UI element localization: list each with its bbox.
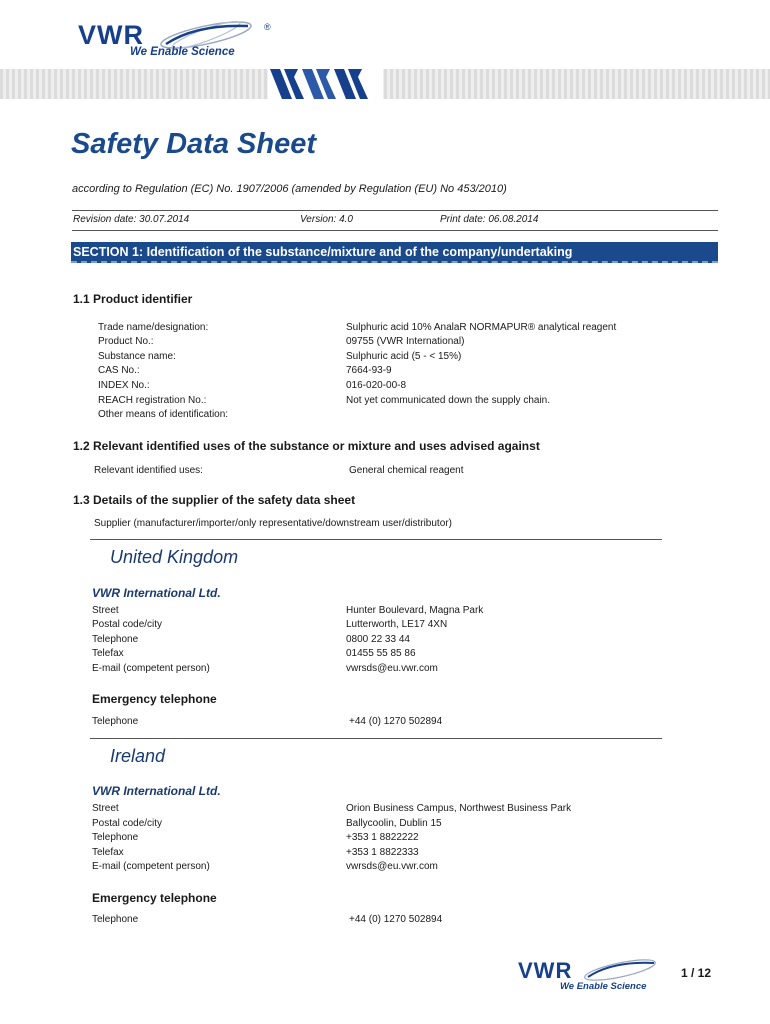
row-value: 09755 (VWR International) <box>346 336 465 347</box>
row-label: Substance name: <box>98 351 176 362</box>
row-value: 016-020-00-8 <box>346 380 407 391</box>
row-value: Lutterworth, LE17 4XN <box>346 619 448 630</box>
country-ireland: Ireland <box>110 746 166 766</box>
row-label: Other means of identification: <box>98 409 229 420</box>
divider <box>72 230 718 231</box>
emergency-label: Telephone <box>92 914 139 925</box>
row-value: Sulphuric acid (5 - < 15%) <box>346 351 462 362</box>
row-label: E-mail (competent person) <box>92 861 210 872</box>
row-label: Trade name/designation: <box>98 322 209 333</box>
row-label: CAS No.: <box>98 365 140 376</box>
company-name: VWR International Ltd. <box>92 586 221 600</box>
row-label: Postal code/city <box>92 818 163 829</box>
document-title: Safety Data Sheet <box>71 128 316 160</box>
row-value: vwrsds@eu.vwr.com <box>346 663 438 674</box>
row-label: Product No.: <box>98 336 154 347</box>
emergency-phone: +44 (0) 1270 502894 <box>349 716 443 727</box>
emergency-phone: +44 (0) 1270 502894 <box>349 914 443 925</box>
country-uk: United Kingdom <box>110 547 239 567</box>
row-value: 0800 22 33 44 <box>346 634 410 645</box>
section-1-heading: SECTION 1: Identification of the substance/mixture and of the company/undertaking <box>71 242 718 263</box>
row-value: +353 1 8822222 <box>346 832 419 843</box>
row-label: Street <box>92 803 119 814</box>
row-label: REACH registration No.: <box>98 395 207 406</box>
emergency-label: Telephone <box>92 716 139 727</box>
emergency-heading: Emergency telephone <box>92 692 217 706</box>
row-value: 7664-93-9 <box>346 365 392 376</box>
page-number: 1 / 12 <box>681 966 712 980</box>
row-label: INDEX No.: <box>98 380 150 391</box>
row-value: 01455 55 85 86 <box>346 648 416 659</box>
header-band <box>0 69 770 99</box>
row-value: Not yet communicated down the supply chain. <box>346 395 550 406</box>
logo-tagline: We Enable Science <box>130 46 235 58</box>
row-value: +353 1 8822333 <box>346 847 419 858</box>
emergency-heading: Emergency telephone <box>92 891 217 905</box>
row-value: Hunter Boulevard, Magna Park <box>346 605 484 616</box>
footer-logo-wordmark: VWR <box>518 958 573 983</box>
row-value: Sulphuric acid 10% AnalaR NORMAPUR® analytical reagent <box>346 322 617 333</box>
row-label: Telephone <box>92 634 139 645</box>
heading-1-3: 1.3 Details of the supplier of the safety data sheet <box>73 493 356 507</box>
footer-logo-tagline: We Enable Science <box>560 981 647 992</box>
uses-label: Relevant identified uses: <box>94 465 203 476</box>
divider <box>90 539 662 540</box>
logo-wordmark: VWR <box>78 20 144 50</box>
vwr-chevron-mark-icon <box>268 69 383 99</box>
print-date: Print date: 06.08.2014 <box>440 214 539 225</box>
divider <box>90 738 662 739</box>
heading-1-2: 1.2 Relevant identified uses of the substance or mixture and uses advised against <box>73 439 540 453</box>
row-label: Telefax <box>92 648 124 659</box>
uses-value: General chemical reagent <box>349 465 464 476</box>
regulation-text: according to Regulation (EC) No. 1907/2006 (amended by Regulation (EU) No 453/2010) <box>72 183 507 195</box>
footer-vwr-logo <box>518 958 668 994</box>
row-label: Street <box>92 605 119 616</box>
row-value: vwrsds@eu.vwr.com <box>346 861 438 872</box>
row-value: Orion Business Campus, Northwest Business Park <box>346 803 572 814</box>
divider <box>72 210 718 211</box>
row-label: Postal code/city <box>92 619 163 630</box>
row-label: Telefax <box>92 847 124 858</box>
version: Version: 4.0 <box>300 214 353 225</box>
revision-date: Revision date: 30.07.2014 <box>73 214 190 225</box>
row-label: Telephone <box>92 832 139 843</box>
heading-1-1: 1.1 Product identifier <box>73 292 193 306</box>
vwr-logo <box>78 20 288 62</box>
registered-mark: ® <box>264 22 271 32</box>
company-name: VWR International Ltd. <box>92 784 221 798</box>
supplier-text: Supplier (manufacturer/importer/only representative/downstream user/distributor) <box>94 518 452 529</box>
row-label: E-mail (competent person) <box>92 663 210 674</box>
row-value: Ballycoolin, Dublin 15 <box>346 818 442 829</box>
